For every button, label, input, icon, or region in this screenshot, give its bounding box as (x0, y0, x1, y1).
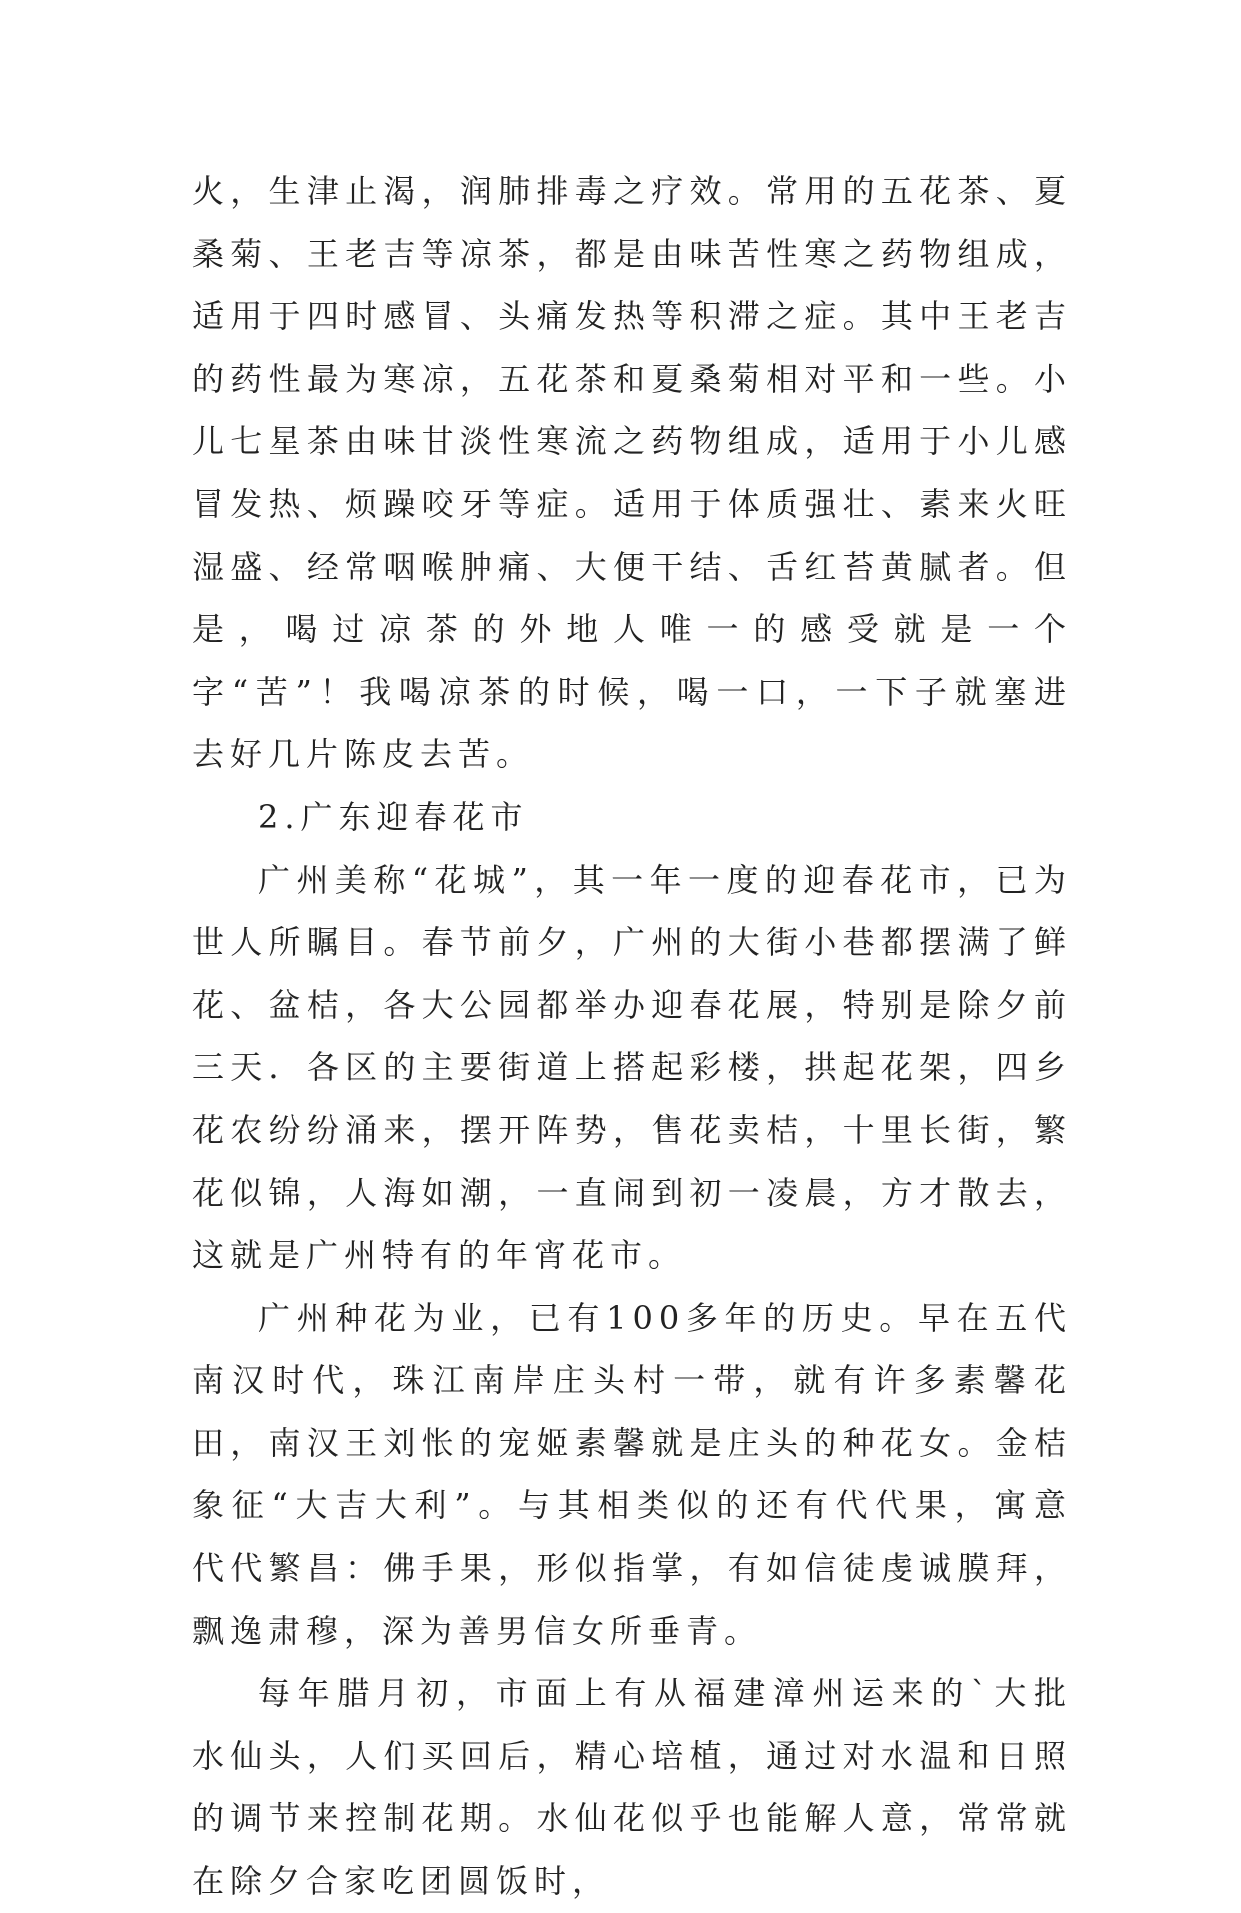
section-heading-flower-market: 2.广东迎春花市 (258, 797, 529, 836)
paragraph-narcissus: 每年腊月初，市面上有从福建漳州运来的`大批水仙头，人们买回后，精心培植，通过对水温和日照的调节来控制花期。水仙花似乎也能解人意，常常就在除夕合家吃团圆饭时， (192, 1674, 1072, 1901)
paragraph-liangcha-continued: 火，生津止渴，润肺排毒之疗效。常用的五花茶、夏桑菊、王老吉等凉茶，都是由味苦性寒之药物组成，适用于四时感冒、头痛发热等积滞之症。其中王老吉的药性最为寒凉，五花茶和夏桑菊相对平和一些。小儿七星茶由味甘淡性寒流之药物组成，适用于小儿感冒发热、烦躁咬牙等症。适用于体质强壮、素来火旺湿盛、经常咽喉肿痛、大便干结、舌红苔黄腻者。但是，喝过凉茶的外地人唯一的感受就是一个字“苦”！我喝凉茶的时候，喝一口，一下子就塞进去好几片陈皮去苦。 (192, 172, 1072, 774)
document-body (192, 160, 1072, 1913)
paragraph-flower-city: 广州美称“花城”，其一年一度的迎春花市，已为世人所瞩目。春节前夕，广州的大街小巷都摆满了鲜花、盆桔，各大公园都举办迎春花展，特别是除夕前三天．各区的主要街道上搭起彩楼，拱起花架，四乡花农纷纷涌来，摆开阵势，售花卖桔，十里长街，繁花似锦，人海如潮，一直闹到初一凌晨，方才散去，这就是广州特有的年宵花市。 (192, 860, 1072, 1275)
paragraph-flower-history: 广州种花为业，已有100多年的历史。早在五代南汉时代，珠江南岸庄头村一带，就有许多素馨花田，南汉王刘怅的宠姬素馨就是庄头的种花女。金桔象征“大吉大利”。与其相类似的还有代代果，寓意代代繁昌：佛手果，形似指掌，有如信徒虔诚膜拜，飘逸肃穆，深为善男信女所垂青。 (192, 1298, 1072, 1650)
